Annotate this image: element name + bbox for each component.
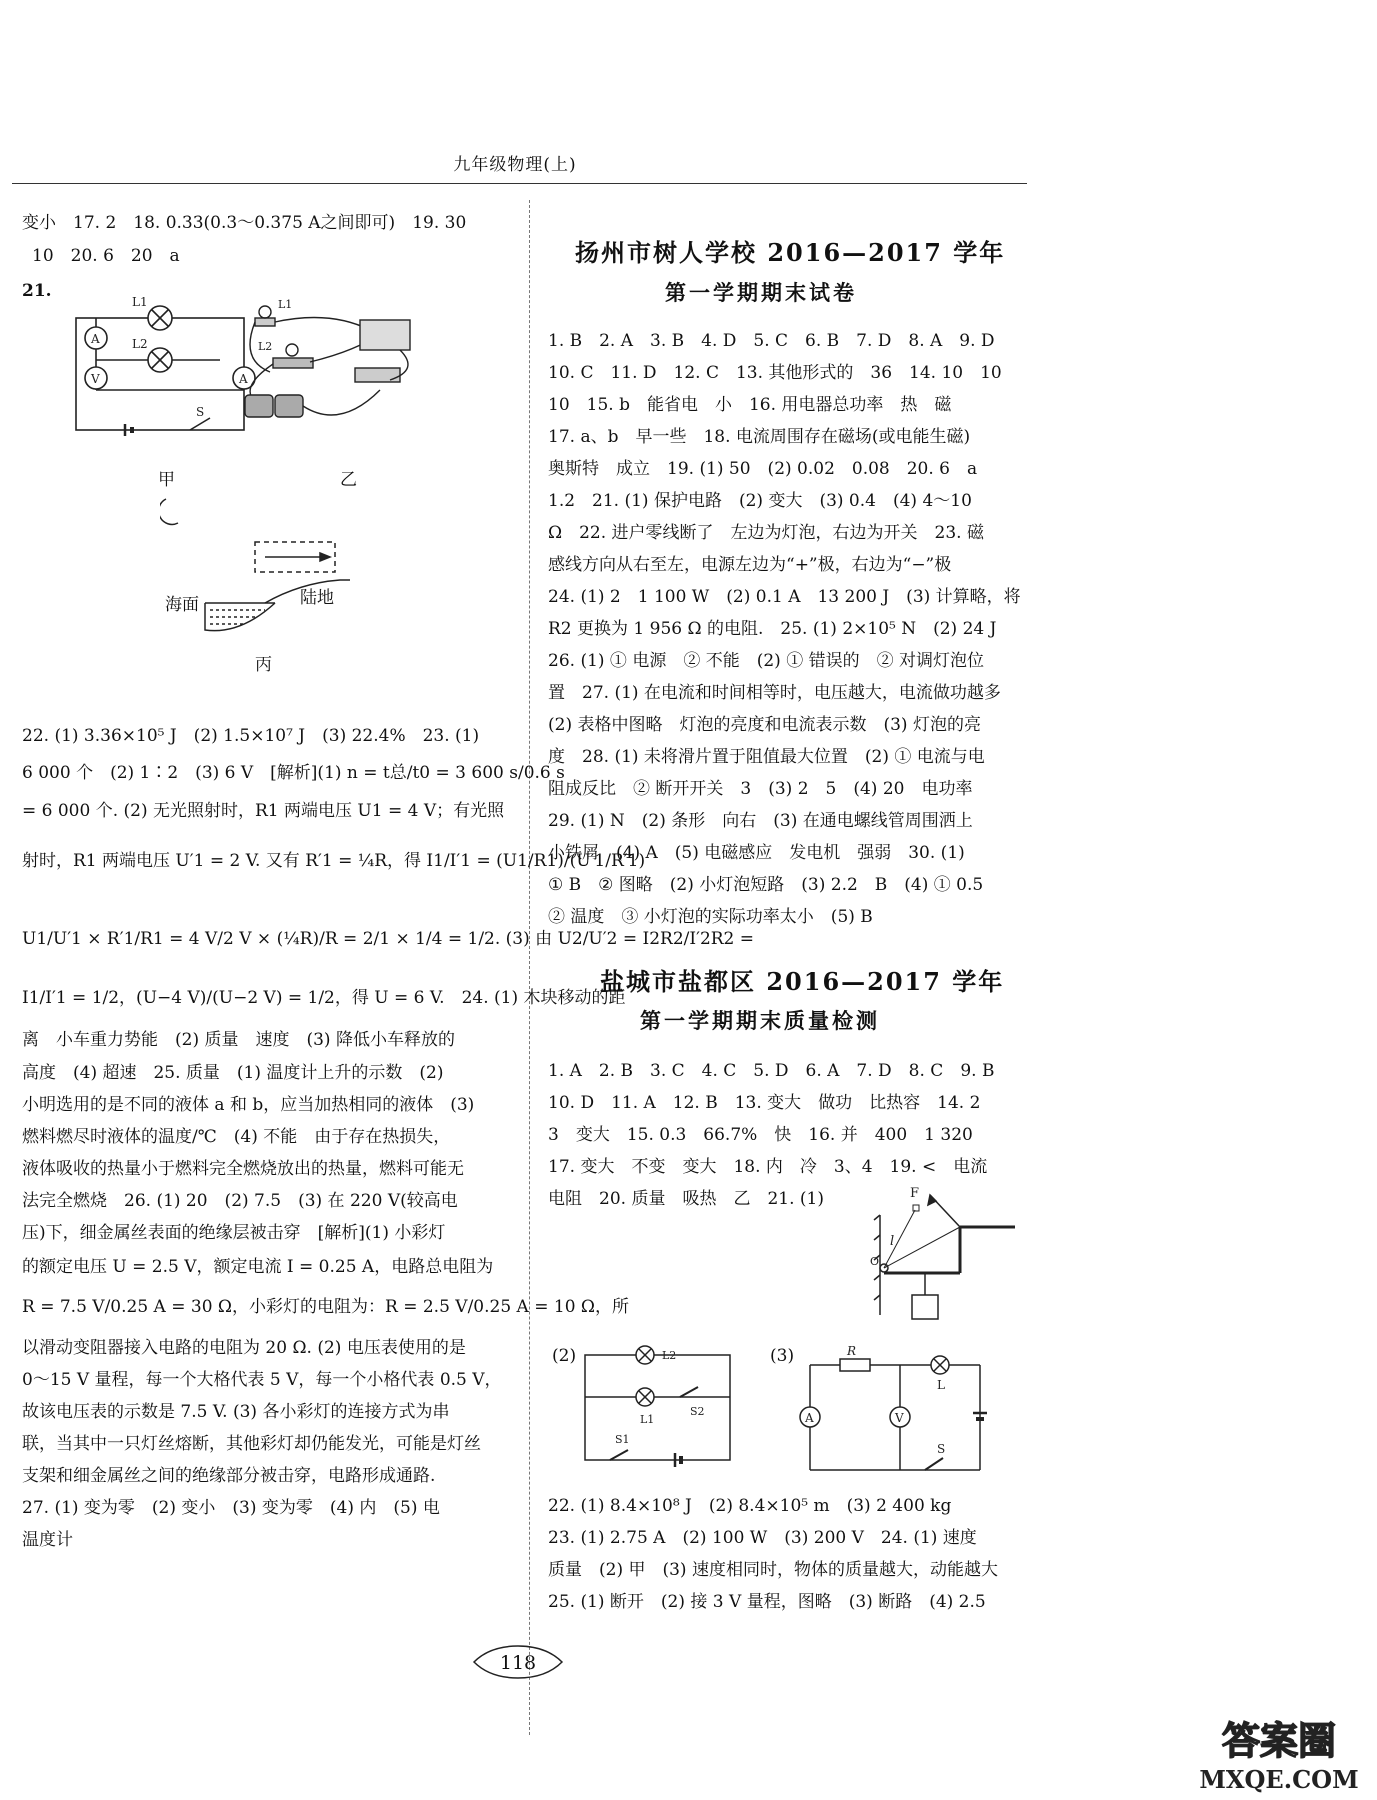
answer-line: 25. (1) 断开 (2) 接 3 V 量程，图略 (3) 断路 (4) 2.5: [548, 1592, 986, 1612]
section-title: 扬州市树人学校 2016—2017 学年: [575, 238, 1006, 267]
answer-line: 支架和细金属丝之间的绝缘部分被击穿，电路形成通路.: [22, 1466, 436, 1486]
figure-caption-jia: 甲: [158, 470, 175, 490]
section-subtitle: 第一学期期末试卷: [665, 280, 857, 305]
svg-text:L2: L2: [132, 337, 148, 351]
answer-line: 24. (1) 2 1 100 W (2) 0.1 A 13 200 J (3) 计算略，将: [548, 587, 1021, 607]
label-part-2: (2): [552, 1346, 577, 1366]
svg-text:L2: L2: [662, 1349, 677, 1362]
answer-line: 17. 变大 不变 变大 18. 内 冷 3、4 19. < 电流: [548, 1157, 988, 1177]
answer-line: 22. (1) 8.4×10⁸ J (2) 8.4×10⁵ m (3) 2 400 kg: [548, 1496, 952, 1516]
svg-text:A: A: [239, 372, 248, 386]
svg-text:V: V: [895, 1411, 904, 1425]
section-title: 盐城市盐都区 2016—2017 学年: [600, 967, 1005, 996]
answer-line: 27. (1) 变为零 (2) 变小 (3) 变为零 (4) 内 (5) 电: [22, 1498, 440, 1518]
svg-text:S2: S2: [690, 1405, 705, 1418]
answer-line: (2) 表格中图略 灯泡的亮度和电流表示数 (3) 灯泡的亮: [548, 715, 981, 735]
answer-line: 22. (1) 3.36×10⁵ J (2) 1.5×10⁷ J (3) 22.4% 23. (1): [22, 726, 480, 746]
answer-line: 1. B 2. A 3. B 4. D 5. C 6. B 7. D 8. A 9. D: [548, 331, 995, 351]
page-number-badge: [470, 1642, 566, 1682]
circuit-figure-3: [795, 1345, 995, 1475]
circuit-figure-jia: [60, 290, 265, 440]
answer-line: 0～15 V 量程，每一个大格代表 5 V，每一个小格代表 0.5 V，: [22, 1370, 502, 1390]
circuit-figure-2: [580, 1345, 740, 1470]
sea-land-figure-bing: [160, 495, 380, 645]
answer-line: 故该电压表的示数是 7.5 V. (3) 各小彩灯的连接方式为串: [22, 1402, 450, 1422]
label-land: 陆地: [300, 588, 334, 608]
answer-line: 高度 (4) 超速 25. 质量 (1) 温度计上升的示数 (2): [22, 1063, 444, 1083]
answer-line: 10 20. 6 20 a: [32, 246, 180, 266]
answer-line: 置 27. (1) 在电流和时间相等时，电压越大，电流做功越多: [548, 683, 1001, 703]
answer-line: 小铁屑 (4) A (5) 电磁感应 发电机 强弱 30. (1): [548, 843, 965, 863]
label-sea: 海面: [165, 595, 199, 615]
answer-line: R = 7.5 V/0.25 A = 30 Ω，小彩灯的电阻为：R = 2.5 V/0.25 A = 10 Ω，所: [22, 1297, 630, 1317]
answer-line: 变小 17. 2 18. 0.33(0.3～0.375 A之间即可) 19. 30: [22, 213, 467, 233]
svg-text:L1: L1: [640, 1413, 655, 1426]
answer-line: 21.: [22, 281, 52, 301]
answer-line: 1. A 2. B 3. C 4. C 5. D 6. A 7. D 8. C 9. B: [548, 1061, 995, 1081]
answer-line: Ω 22. 进户零线断了 左边为灯泡，右边为开关 23. 磁: [548, 523, 984, 543]
header-rule: [12, 183, 1027, 184]
answer-line: 3 变大 15. 0.3 66.7% 快 16. 并 400 1 320: [548, 1125, 973, 1145]
answer-line: I1/I′1 = 1/2，(U−4 V)/(U−2 V) = 1/2，得 U = 6 V. 24. (1) 木块移动的距: [22, 988, 626, 1008]
svg-text:答案圈: 答案圈: [1221, 1718, 1337, 1763]
answer-line: 10 15. b 能省电 小 16. 用电器总功率 热 磁: [548, 395, 952, 415]
svg-text:S: S: [937, 1442, 946, 1456]
svg-text:MXQE.COM: MXQE.COM: [1199, 1765, 1359, 1794]
svg-text:A: A: [91, 332, 100, 346]
circuit-figure-yi: [240, 290, 470, 450]
answer-line: 射时，R1 两端电压 U′1 = 2 V. 又有 R′1 = ¼R，得 I1/I′1 = (U1/R1)/(U′1/R′1): [22, 851, 646, 871]
svg-text:L1: L1: [132, 295, 148, 309]
answer-line: 10. D 11. A 12. B 13. 变大 做功 比热容 14. 2: [548, 1093, 981, 1113]
svg-text:A: A: [805, 1411, 814, 1425]
answer-line: 17. a、b 早一些 18. 电流周围存在磁场(或电能生磁): [548, 427, 971, 447]
answer-line: 以滑动变阻器接入电路的电阻为 20 Ω. (2) 电压表使用的是: [22, 1338, 466, 1358]
label-part-3: (3): [770, 1346, 795, 1366]
lever-figure: [870, 1185, 1020, 1335]
answer-line: 法完全燃烧 26. (1) 20 (2) 7.5 (3) 在 220 V(较高电: [22, 1191, 458, 1211]
site-watermark: [1190, 1712, 1368, 1794]
svg-text:S: S: [196, 405, 205, 419]
svg-text:O: O: [870, 1255, 880, 1268]
answer-line: 小明选用的是不同的液体 a 和 b，应当加热相同的液体 (3): [22, 1095, 475, 1115]
answer-line: R2 更换为 1 956 Ω 的电阻. 25. (1) 2×10⁵ N (2) 24 J: [548, 619, 997, 639]
answer-line: 度 28. (1) 未将滑片置于阻值最大位置 (2) ① 电流与电: [548, 747, 985, 767]
svg-text:L: L: [937, 1378, 945, 1392]
answer-line: U1/U′1 × R′1/R1 = 4 V/2 V × (¼R)/R = 2/1 × 1/4 = 1/2. (3) 由 U2/U′2 = I2R2/I′2R2 =: [22, 929, 755, 949]
svg-text:S1: S1: [615, 1433, 630, 1446]
section-subtitle: 第一学期期末质量检测: [640, 1008, 880, 1033]
answer-line: 阻成反比 ② 断开开关 3 (3) 2 5 (4) 20 电功率: [548, 779, 973, 799]
svg-text:R: R: [847, 1345, 857, 1358]
answer-line: 6 000 个 (2) 1∶2 (3) 6 V [解析](1) n = t总/t0 = 3 600 s/0.6 s: [22, 763, 565, 783]
answer-line: ① B ② 图略 (2) 小灯泡短路 (3) 2.2 B (4) ① 0.5: [548, 875, 984, 895]
answer-line: 液体吸收的热量小于燃料完全燃烧放出的热量，燃料可能无: [22, 1159, 464, 1179]
answer-line: 29. (1) N (2) 条形 向右 (3) 在通电螺线管周围洒上: [548, 811, 973, 831]
answer-line: 10. C 11. D 12. C 13. 其他形式的 36 14. 10 10: [548, 363, 1002, 383]
answer-line: 燃料燃尽时液体的温度/℃ (4) 不能 由于存在热损失，: [22, 1127, 451, 1147]
svg-text:118: 118: [499, 1652, 537, 1674]
answer-line: 温度计: [22, 1530, 73, 1550]
svg-text:F: F: [910, 1186, 920, 1201]
figure-caption-yi: 乙: [340, 470, 357, 490]
svg-text:L1: L1: [278, 298, 293, 311]
answer-line: 压)下，细金属丝表面的绝缘层被击穿 [解析](1) 小彩灯: [22, 1223, 446, 1243]
answer-line: 感线方向从右至左，电源左边为“+”极，右边为“−”极: [548, 555, 952, 575]
answer-line: 1.2 21. (1) 保护电路 (2) 变大 (3) 0.4 (4) 4～10: [548, 491, 972, 511]
answer-line: 电阻 20. 质量 吸热 乙 21. (1): [548, 1189, 824, 1209]
svg-text:V: V: [91, 372, 100, 386]
answer-line: 23. (1) 2.75 A (2) 100 W (3) 200 V 24. (1) 速度: [548, 1528, 977, 1548]
page-header: 九年级物理(上): [453, 155, 577, 175]
answer-line: 26. (1) ① 电源 ② 不能 (2) ① 错误的 ② 对调灯泡位: [548, 651, 985, 671]
answer-line: 奥斯特 成立 19. (1) 50 (2) 0.02 0.08 20. 6 a: [548, 459, 978, 479]
answer-line: 质量 (2) 甲 (3) 速度相同时，物体的质量越大，动能越大: [548, 1560, 998, 1580]
answer-line: = 6 000 个. (2) 无光照射时，R1 两端电压 U1 = 4 V；有光照: [22, 801, 505, 821]
answer-line: ② 温度 ③ 小灯泡的实际功率太小 (5) B: [548, 907, 873, 927]
answer-line: 离 小车重力势能 (2) 质量 速度 (3) 降低小车释放的: [22, 1030, 455, 1050]
column-divider: [529, 200, 530, 1735]
figure-caption-bing: 丙: [255, 655, 272, 675]
answer-line: 的额定电压 U = 2.5 V，额定电流 I = 0.25 A，电路总电阻为: [22, 1257, 494, 1277]
svg-text:l: l: [890, 1234, 895, 1249]
answer-line: 联，当其中一只灯丝熔断，其他彩灯却仍能发光，可能是灯丝: [22, 1434, 481, 1454]
svg-text:L2: L2: [258, 340, 273, 353]
